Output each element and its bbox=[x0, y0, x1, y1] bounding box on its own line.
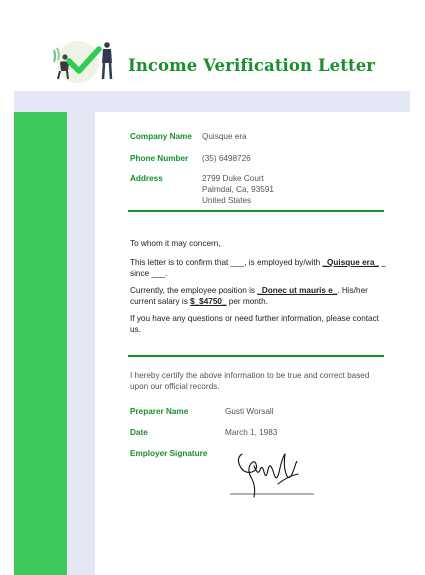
employer-fill: _Quisque era_ bbox=[322, 258, 379, 267]
address-line-2: Palmdal, Ca, 93591 bbox=[202, 185, 274, 194]
preparer-value: Gusti Worsall bbox=[225, 407, 274, 416]
phone-label: Phone Number bbox=[130, 154, 189, 163]
greeting: To whom it may concern, bbox=[130, 239, 221, 248]
people-checkmark-icon bbox=[48, 36, 120, 84]
paragraph-employment bbox=[130, 257, 386, 279]
paragraph-contact: If you have any questions or need further information, please contact us. bbox=[130, 314, 379, 334]
p2-end: per month. bbox=[226, 297, 268, 306]
side-bar-lavender bbox=[67, 112, 95, 575]
header-band bbox=[14, 91, 410, 112]
p2-mid: . His/her current salary is bbox=[130, 286, 368, 306]
date-value: March 1, 1983 bbox=[225, 428, 278, 437]
certification-statement: I hereby certify the above information to be true and correct based upon our official records. bbox=[130, 371, 370, 391]
p1-start: This letter is to confirm that ___, is employed by/with bbox=[130, 258, 323, 267]
p1-end: _ since ___. bbox=[130, 258, 386, 278]
position-fill: _Donec ut mauris e_ bbox=[257, 286, 338, 295]
address-line-1: 2799 Duke Court bbox=[202, 174, 264, 183]
date-label: Date bbox=[130, 428, 148, 437]
letter-header bbox=[0, 0, 425, 90]
paragraph-position-salary bbox=[130, 285, 386, 307]
signature-icon bbox=[228, 444, 318, 502]
phone-value: (35) 6498726 bbox=[202, 154, 251, 163]
signature-label: Employer Signature bbox=[130, 449, 208, 458]
company-name-label: Company Name bbox=[130, 132, 192, 141]
divider-2 bbox=[128, 355, 384, 357]
address-value bbox=[202, 173, 274, 206]
salary-fill: $_$4750_ bbox=[190, 297, 227, 306]
preparer-label: Preparer Name bbox=[130, 407, 189, 416]
address-line-3: United States bbox=[202, 196, 252, 205]
p2-start: Currently, the employee position is bbox=[130, 286, 258, 295]
company-name-value: Quisque era bbox=[202, 132, 247, 141]
side-bar-green bbox=[14, 112, 67, 575]
address-label: Address bbox=[130, 174, 163, 183]
document-title: Income Verification Letter bbox=[128, 56, 376, 75]
divider-1 bbox=[128, 210, 384, 212]
